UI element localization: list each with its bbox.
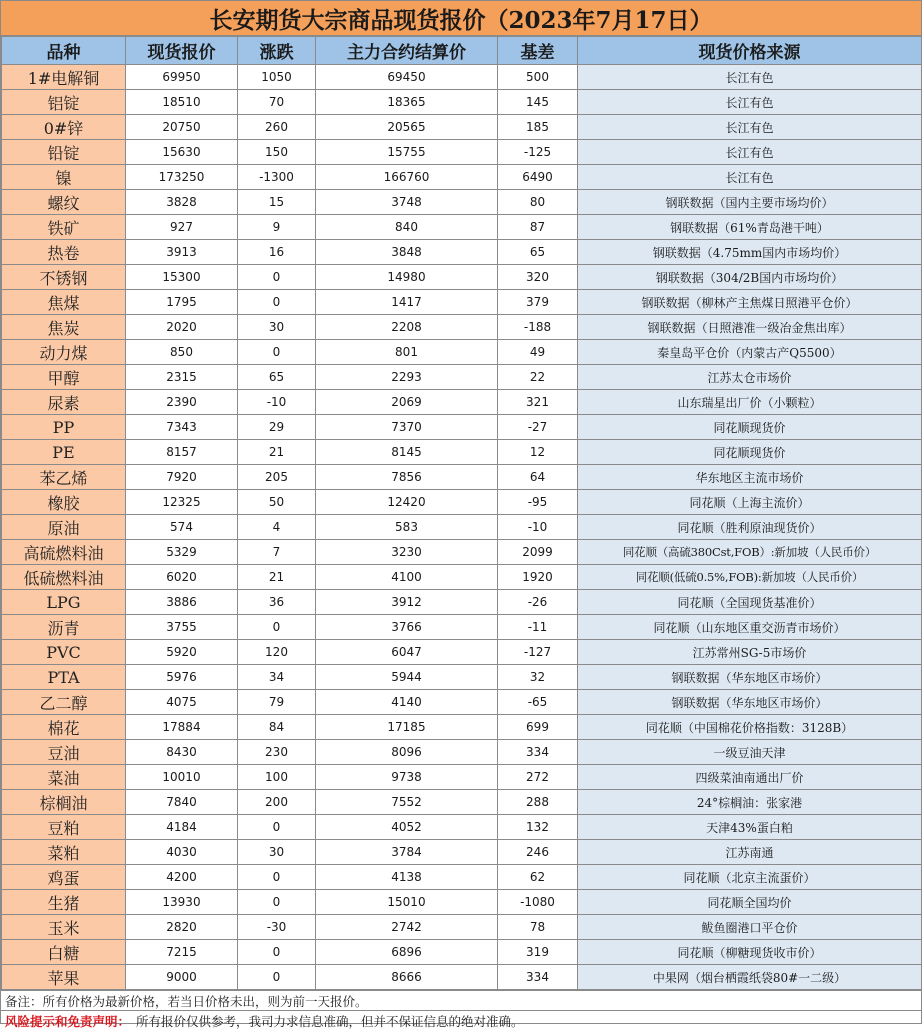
spot-price: 8157: [126, 440, 238, 465]
settlement-price: 3766: [316, 615, 498, 640]
table-row: [2, 840, 922, 865]
price-change: 0: [238, 265, 316, 290]
settlement-price: 3912: [316, 590, 498, 615]
price-source: 同花顺（北京主流蛋价）: [578, 865, 922, 890]
spot-price: 20750: [126, 115, 238, 140]
commodity-name: 生猪: [2, 890, 126, 915]
price-source: 同花顺全国均价: [578, 890, 922, 915]
commodity-name: 菜粕: [2, 840, 126, 865]
price-source: 山东瑞星出厂价（小颗粒）: [578, 390, 922, 415]
spot-price: 5920: [126, 640, 238, 665]
table-row: [2, 715, 922, 740]
price-source: 长江有色: [578, 90, 922, 115]
basis: 145: [498, 90, 578, 115]
basis: 1920: [498, 565, 578, 590]
commodity-name: 高硫燃料油: [2, 540, 126, 565]
settlement-price: 583: [316, 515, 498, 540]
commodity-name: 苹果: [2, 965, 126, 990]
price-table: [1, 36, 922, 990]
table-row: [2, 390, 922, 415]
price-source: 钢联数据（华东地区市场价）: [578, 690, 922, 715]
price-change: 29: [238, 415, 316, 440]
spot-price: 5329: [126, 540, 238, 565]
table-row: [2, 265, 922, 290]
price-source: 钢联数据（日照港准一级冶金焦出库）: [578, 315, 922, 340]
basis: -27: [498, 415, 578, 440]
commodity-name: 棕榈油: [2, 790, 126, 815]
table-row: [2, 940, 922, 965]
basis: 65: [498, 240, 578, 265]
table-row: [2, 90, 922, 115]
spot-price: 12325: [126, 490, 238, 515]
price-source: 同花顺（柳糖现货收市价）: [578, 940, 922, 965]
price-source: 钢联数据（304/2B国内市场均价）: [578, 265, 922, 290]
price-source: 长江有色: [578, 115, 922, 140]
settlement-price: 3784: [316, 840, 498, 865]
price-change: 200: [238, 790, 316, 815]
spot-price: 4030: [126, 840, 238, 865]
spot-price: 10010: [126, 765, 238, 790]
basis: 334: [498, 965, 578, 990]
table-row: [2, 765, 922, 790]
header-spot-price: 现货报价: [126, 37, 238, 65]
price-source: 长江有色: [578, 65, 922, 90]
price-change: 65: [238, 365, 316, 390]
price-change: 205: [238, 465, 316, 490]
table-row: [2, 140, 922, 165]
basis: 87: [498, 215, 578, 240]
table-row: [2, 540, 922, 565]
table-row: [2, 365, 922, 390]
spot-price: 4075: [126, 690, 238, 715]
price-source: 四级菜油南通出厂价: [578, 765, 922, 790]
price-change: 84: [238, 715, 316, 740]
settlement-price: 3230: [316, 540, 498, 565]
settlement-price: 7370: [316, 415, 498, 440]
price-change: 0: [238, 865, 316, 890]
sheet-title: 长安期货大宗商品现货报价（2023年7月17日）: [1, 1, 921, 36]
commodity-name: 棉花: [2, 715, 126, 740]
price-change: 0: [238, 615, 316, 640]
spot-price: 4200: [126, 865, 238, 890]
table-row: [2, 290, 922, 315]
basis: 80: [498, 190, 578, 215]
basis: -188: [498, 315, 578, 340]
price-source: 钢联数据（4.75mm国内市场均价）: [578, 240, 922, 265]
basis: 132: [498, 815, 578, 840]
settlement-price: 166760: [316, 165, 498, 190]
settlement-price: 12420: [316, 490, 498, 515]
price-change: -30: [238, 915, 316, 940]
price-source: 同花顺（全国现货基准价）: [578, 590, 922, 615]
price-change: 34: [238, 665, 316, 690]
price-change: 7: [238, 540, 316, 565]
table-row: [2, 790, 922, 815]
spot-price: 13930: [126, 890, 238, 915]
commodity-name: 动力煤: [2, 340, 126, 365]
settlement-price: 6896: [316, 940, 498, 965]
settlement-price: 801: [316, 340, 498, 365]
spot-price: 574: [126, 515, 238, 540]
commodity-name: 鸡蛋: [2, 865, 126, 890]
spot-price: 173250: [126, 165, 238, 190]
commodity-name: 镍: [2, 165, 126, 190]
price-change: 15: [238, 190, 316, 215]
price-change: 21: [238, 565, 316, 590]
table-row: [2, 315, 922, 340]
spot-price: 15630: [126, 140, 238, 165]
price-change: 9: [238, 215, 316, 240]
price-change: 150: [238, 140, 316, 165]
basis: 2099: [498, 540, 578, 565]
basis: 272: [498, 765, 578, 790]
commodity-name: 焦煤: [2, 290, 126, 315]
price-change: 79: [238, 690, 316, 715]
settlement-price: 9738: [316, 765, 498, 790]
table-row: [2, 240, 922, 265]
commodity-name: PP: [2, 415, 126, 440]
settlement-price: 69450: [316, 65, 498, 90]
settlement-price: 8145: [316, 440, 498, 465]
spot-price: 3755: [126, 615, 238, 640]
settlement-price: 2069: [316, 390, 498, 415]
commodity-name: 白糖: [2, 940, 126, 965]
basis: 500: [498, 65, 578, 90]
settlement-price: 2293: [316, 365, 498, 390]
table-row: [2, 865, 922, 890]
table-row: [2, 915, 922, 940]
spot-price: 3886: [126, 590, 238, 615]
commodity-name: 铅锭: [2, 140, 126, 165]
spot-price: 15300: [126, 265, 238, 290]
settlement-price: 7552: [316, 790, 498, 815]
spot-price: 7920: [126, 465, 238, 490]
note-row: [1, 990, 921, 1010]
commodity-name: 玉米: [2, 915, 126, 940]
settlement-price: 15010: [316, 890, 498, 915]
price-change: 260: [238, 115, 316, 140]
table-row: [2, 965, 922, 990]
price-change: 36: [238, 590, 316, 615]
price-source: 天津43%蛋白粕: [578, 815, 922, 840]
disclaimer-row: [1, 1010, 921, 1030]
commodity-name: 豆油: [2, 740, 126, 765]
settlement-price: 1417: [316, 290, 498, 315]
settlement-price: 14980: [316, 265, 498, 290]
basis: -10: [498, 515, 578, 540]
table-row: [2, 415, 922, 440]
basis: -125: [498, 140, 578, 165]
price-change: 0: [238, 290, 316, 315]
price-source: 同花顺（胜利原油现货价）: [578, 515, 922, 540]
commodity-name: 1#电解铜: [2, 65, 126, 90]
commodity-name: 苯乙烯: [2, 465, 126, 490]
price-change: 50: [238, 490, 316, 515]
price-source: 长江有色: [578, 165, 922, 190]
table-row: [2, 515, 922, 540]
price-change: 4: [238, 515, 316, 540]
table-row: [2, 340, 922, 365]
basis: 185: [498, 115, 578, 140]
settlement-price: 3848: [316, 240, 498, 265]
price-source: 同花顺现货价: [578, 415, 922, 440]
table-row: [2, 590, 922, 615]
price-source: 同花顺现货价: [578, 440, 922, 465]
spot-price: 8430: [126, 740, 238, 765]
price-change: 30: [238, 840, 316, 865]
basis: 49: [498, 340, 578, 365]
settlement-price: 8096: [316, 740, 498, 765]
price-change: 100: [238, 765, 316, 790]
basis: 64: [498, 465, 578, 490]
price-change: 30: [238, 315, 316, 340]
header-source: 现货价格来源: [578, 37, 922, 65]
settlement-price: 18365: [316, 90, 498, 115]
spot-price: 3913: [126, 240, 238, 265]
settlement-price: 15755: [316, 140, 498, 165]
spot-price: 18510: [126, 90, 238, 115]
commodity-name: 乙二醇: [2, 690, 126, 715]
header-row: [2, 37, 922, 65]
settlement-price: 4100: [316, 565, 498, 590]
spot-price: 7840: [126, 790, 238, 815]
commodity-name: 尿素: [2, 390, 126, 415]
price-source: 同花顺（中国棉花价格指数：3128B）: [578, 715, 922, 740]
settlement-price: 8666: [316, 965, 498, 990]
price-source: 鲅鱼圈港口平仓价: [578, 915, 922, 940]
price-change: 21: [238, 440, 316, 465]
settlement-price: 6047: [316, 640, 498, 665]
spot-price: 7215: [126, 940, 238, 965]
basis: 12: [498, 440, 578, 465]
price-source: 江苏常州SG-5市场价: [578, 640, 922, 665]
spot-price: 3828: [126, 190, 238, 215]
price-change: 0: [238, 340, 316, 365]
basis: 62: [498, 865, 578, 890]
spot-price: 6020: [126, 565, 238, 590]
settlement-price: 3748: [316, 190, 498, 215]
basis: 699: [498, 715, 578, 740]
disclaimer-label: 风险提示和免责声明：: [5, 1013, 131, 1029]
commodity-name: 甲醇: [2, 365, 126, 390]
price-change: 0: [238, 965, 316, 990]
commodity-name: 沥青: [2, 615, 126, 640]
basis: 288: [498, 790, 578, 815]
spot-price: 4184: [126, 815, 238, 840]
price-change: 70: [238, 90, 316, 115]
basis: 78: [498, 915, 578, 940]
price-change: 230: [238, 740, 316, 765]
spot-price: 2020: [126, 315, 238, 340]
price-change: 16: [238, 240, 316, 265]
settlement-price: 4140: [316, 690, 498, 715]
basis: 321: [498, 390, 578, 415]
price-change: 120: [238, 640, 316, 665]
settlement-price: 4138: [316, 865, 498, 890]
price-change: -10: [238, 390, 316, 415]
price-source: 同花顺（高硫380Cst,FOB）:新加坡（人民币价）: [578, 540, 922, 565]
commodity-name: 铝锭: [2, 90, 126, 115]
commodity-name: 0#锌: [2, 115, 126, 140]
table-row: [2, 465, 922, 490]
commodity-name: 焦炭: [2, 315, 126, 340]
spot-price: 17884: [126, 715, 238, 740]
price-source: 一级豆油天津: [578, 740, 922, 765]
spot-price: 7343: [126, 415, 238, 440]
price-change: 0: [238, 890, 316, 915]
spot-price: 2315: [126, 365, 238, 390]
price-source: 钢联数据（国内主要市场均价）: [578, 190, 922, 215]
commodity-name: 菜油: [2, 765, 126, 790]
commodity-name: 铁矿: [2, 215, 126, 240]
price-source: 华东地区主流市场价: [578, 465, 922, 490]
table-row: [2, 440, 922, 465]
settlement-price: 5944: [316, 665, 498, 690]
basis: 320: [498, 265, 578, 290]
settlement-price: 2742: [316, 915, 498, 940]
price-source: 同花顺(低硫0.5%,FOB):新加坡（人民币价）: [578, 565, 922, 590]
table-row: [2, 615, 922, 640]
price-source: 钢联数据（柳林产主焦煤日照港平仓价）: [578, 290, 922, 315]
commodity-name: 豆粕: [2, 815, 126, 840]
price-source: 秦皇岛平仓价（内蒙古产Q5500）: [578, 340, 922, 365]
spot-price: 9000: [126, 965, 238, 990]
table-row: [2, 565, 922, 590]
basis: -65: [498, 690, 578, 715]
price-source: 江苏太仓市场价: [578, 365, 922, 390]
price-source: 长江有色: [578, 140, 922, 165]
header-settlement: 主力合约结算价: [316, 37, 498, 65]
note-text: 备注：所有价格为最新价格，若当日价格未出，则为前一天报价。: [5, 993, 368, 1009]
table-row: [2, 690, 922, 715]
table-row: [2, 815, 922, 840]
price-source: 江苏南通: [578, 840, 922, 865]
table-row: [2, 740, 922, 765]
settlement-price: 20565: [316, 115, 498, 140]
table-row: [2, 190, 922, 215]
price-change: -1300: [238, 165, 316, 190]
spot-price: 2390: [126, 390, 238, 415]
settlement-price: 4052: [316, 815, 498, 840]
price-source: 同花顺（山东地区重交沥青市场价）: [578, 615, 922, 640]
basis: 246: [498, 840, 578, 865]
settlement-price: 17185: [316, 715, 498, 740]
commodity-name: PTA: [2, 665, 126, 690]
price-change: 1050: [238, 65, 316, 90]
commodity-name: PVC: [2, 640, 126, 665]
commodity-name: 低硫燃料油: [2, 565, 126, 590]
basis: 334: [498, 740, 578, 765]
basis: 32: [498, 665, 578, 690]
commodity-name: PE: [2, 440, 126, 465]
price-source: 中果网（烟台栖霞纸袋80#一二级）: [578, 965, 922, 990]
header-change: 涨跌: [238, 37, 316, 65]
commodity-name: 橡胶: [2, 490, 126, 515]
table-row: [2, 665, 922, 690]
table-row: [2, 65, 922, 90]
spot-price: 1795: [126, 290, 238, 315]
settlement-price: 840: [316, 215, 498, 240]
basis: -127: [498, 640, 578, 665]
disclaimer-text: 所有报价仅供参考，我司力求信息准确，但并不保证信息的绝对准确。: [136, 1013, 524, 1029]
table-row: [2, 490, 922, 515]
price-source: 24°棕榈油：张家港: [578, 790, 922, 815]
spot-price: 69950: [126, 65, 238, 90]
spot-price: 850: [126, 340, 238, 365]
basis: -26: [498, 590, 578, 615]
header-basis: 基差: [498, 37, 578, 65]
commodity-name: LPG: [2, 590, 126, 615]
basis: 319: [498, 940, 578, 965]
commodity-name: 不锈钢: [2, 265, 126, 290]
table-row: [2, 640, 922, 665]
settlement-price: 7856: [316, 465, 498, 490]
table-row: [2, 165, 922, 190]
price-source: 钢联数据（61%青岛港干吨）: [578, 215, 922, 240]
commodity-name: 螺纹: [2, 190, 126, 215]
spot-price: 2820: [126, 915, 238, 940]
basis: -1080: [498, 890, 578, 915]
settlement-price: 2208: [316, 315, 498, 340]
table-row: [2, 215, 922, 240]
spot-price: 927: [126, 215, 238, 240]
table-row: [2, 890, 922, 915]
price-change: 0: [238, 815, 316, 840]
basis: 379: [498, 290, 578, 315]
price-change: 0: [238, 940, 316, 965]
basis: 6490: [498, 165, 578, 190]
price-source: 同花顺（上海主流价）: [578, 490, 922, 515]
commodity-name: 原油: [2, 515, 126, 540]
basis: -11: [498, 615, 578, 640]
spot-price: 5976: [126, 665, 238, 690]
basis: 22: [498, 365, 578, 390]
table-row: [2, 115, 922, 140]
header-commodity: 品种: [2, 37, 126, 65]
basis: -95: [498, 490, 578, 515]
commodity-name: 热卷: [2, 240, 126, 265]
price-source: 钢联数据（华东地区市场价）: [578, 665, 922, 690]
